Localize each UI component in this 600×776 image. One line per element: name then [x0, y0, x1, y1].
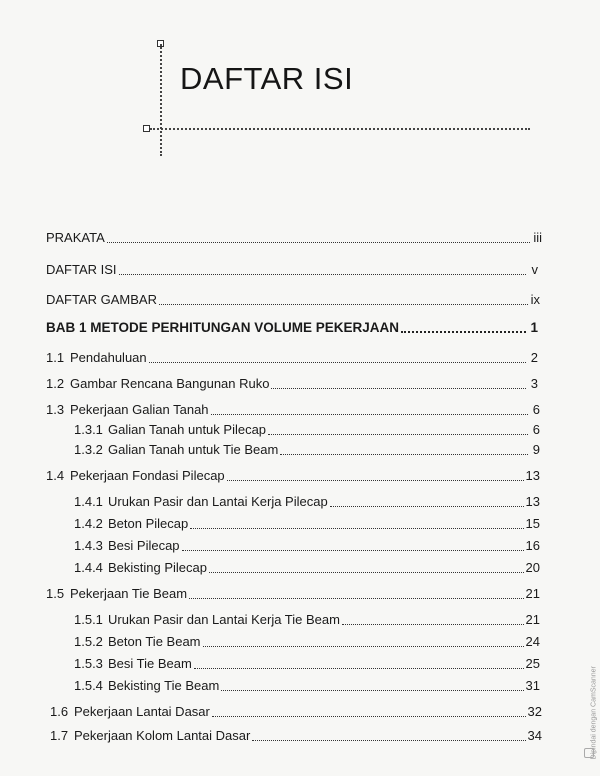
leader-dots — [149, 362, 526, 363]
leader-dots — [189, 598, 523, 599]
section-title: Urukan Pasir dan Lantai Kerja Tie Beam — [108, 612, 340, 627]
toc-chapter-label: BAB 1 METODE PERHITUNGAN VOLUME PEKERJAAN — [46, 320, 400, 335]
toc-entry-daftar-isi[interactable] — [46, 258, 538, 278]
toc-entry-1-4-2[interactable] — [74, 512, 540, 532]
watermark-text: Dipindai dengan CamScanner — [590, 666, 598, 760]
section-title: Bekisting Tie Beam — [108, 678, 220, 693]
toc-entry-1-4-1[interactable] — [74, 490, 540, 510]
section-number: 1.7 — [50, 728, 69, 743]
toc-entry-page: 2 — [530, 350, 538, 365]
section-title: Pekerjaan Kolom Lantai Dasar — [74, 728, 251, 743]
leader-dots — [119, 274, 526, 275]
toc-entry-page: v — [531, 262, 538, 277]
leader-dots — [227, 480, 524, 481]
toc-entry-1-3-1[interactable] — [74, 418, 540, 438]
section-number: 1.3.1 — [74, 422, 103, 437]
leader-dots — [401, 331, 526, 333]
section-number: 1.4.2 — [74, 516, 103, 531]
toc-entry-prakata[interactable] — [46, 226, 542, 246]
leader-dots — [107, 242, 530, 243]
leader-dots — [203, 646, 524, 647]
toc-entry-page: 21 — [525, 612, 540, 627]
toc-entry-page: 6 — [532, 402, 540, 417]
toc-entry-bab1[interactable] — [46, 316, 538, 336]
toc-entry-page: 9 — [532, 442, 540, 457]
section-number: 1.1 — [46, 350, 65, 365]
toc-entry-page: 24 — [525, 634, 540, 649]
toc-entry-page: 13 — [525, 494, 540, 509]
section-number: 1.2 — [46, 376, 65, 391]
camscanner-icon — [584, 748, 594, 758]
section-title: Pekerjaan Tie Beam — [70, 586, 188, 601]
section-title: Besi Pilecap — [108, 538, 180, 553]
header-vertical-rule — [160, 44, 162, 156]
section-number: 1.6 — [50, 704, 69, 719]
section-number: 1.3.2 — [74, 442, 103, 457]
toc-entry-label: DAFTAR ISI — [46, 262, 117, 277]
section-number: 1.3 — [46, 402, 65, 417]
toc-entry-page: 25 — [525, 656, 540, 671]
toc-entry-1-1[interactable] — [46, 346, 538, 366]
section-title: Pendahuluan — [70, 350, 147, 365]
toc-entry-page: 16 — [525, 538, 540, 553]
toc-entry-1-3-2[interactable] — [74, 438, 540, 458]
toc-entry-page: 32 — [527, 704, 542, 719]
leader-dots — [159, 304, 528, 305]
section-number: 1.5.2 — [74, 634, 103, 649]
toc-entry-1-5[interactable] — [46, 582, 540, 602]
section-title: Beton Pilecap — [108, 516, 189, 531]
leader-dots — [252, 740, 525, 741]
toc-entry-page: 3 — [530, 376, 538, 391]
toc-entry-1-4-3[interactable] — [74, 534, 540, 554]
section-number: 1.4.3 — [74, 538, 103, 553]
section-title: Bekisting Pilecap — [108, 560, 207, 575]
leader-dots — [211, 414, 528, 415]
toc-entry-1-5-3[interactable] — [74, 652, 540, 672]
section-number: 1.4.4 — [74, 560, 103, 575]
section-title: Pekerjaan Galian Tanah — [70, 402, 209, 417]
toc-entry-page: 13 — [525, 468, 540, 483]
toc-entry-page: ix — [530, 292, 540, 307]
leader-dots — [271, 388, 526, 389]
toc-entry-page: 15 — [525, 516, 540, 531]
toc-entry-page: 31 — [525, 678, 540, 693]
section-title: Besi Tie Beam — [108, 656, 192, 671]
toc-entry-1-3[interactable] — [46, 398, 540, 418]
leader-dots — [268, 434, 528, 435]
toc-entry-1-4[interactable] — [46, 464, 540, 484]
section-title: Galian Tanah untuk Tie Beam — [108, 442, 279, 457]
leader-dots — [212, 716, 526, 717]
section-number: 1.5.1 — [74, 612, 103, 627]
leader-dots — [280, 454, 528, 455]
toc-entry-daftar-gambar[interactable] — [46, 288, 540, 308]
leader-dots — [182, 550, 524, 551]
leader-dots — [342, 624, 524, 625]
toc-entry-1-5-2[interactable] — [74, 630, 540, 650]
toc-entry-1-5-4[interactable] — [74, 674, 540, 694]
section-number: 1.5.3 — [74, 656, 103, 671]
toc-entry-label: PRAKATA — [46, 230, 105, 245]
section-title: Galian Tanah untuk Pilecap — [108, 422, 267, 437]
toc-entry-1-5-1[interactable] — [74, 608, 540, 628]
toc-entry-page: 1 — [530, 320, 538, 335]
section-title: Pekerjaan Lantai Dasar — [74, 704, 210, 719]
section-title: Beton Tie Beam — [108, 634, 201, 649]
toc-entry-page: 21 — [525, 586, 540, 601]
toc-entry-1-4-4[interactable] — [74, 556, 540, 576]
page-title: DAFTAR ISI — [180, 60, 354, 96]
section-title: Gambar Rencana Bangunan Ruko — [70, 376, 270, 391]
toc-entry-1-2[interactable] — [46, 372, 538, 392]
toc-entry-page: 34 — [527, 728, 542, 743]
leader-dots — [194, 668, 524, 669]
header-marker-left — [143, 125, 150, 132]
leader-dots — [221, 690, 523, 691]
toc-entry-page: 20 — [525, 560, 540, 575]
toc-entry-1-6[interactable] — [50, 700, 542, 720]
leader-dots — [190, 528, 523, 529]
section-number: 1.4.1 — [74, 494, 103, 509]
toc-entry-page: iii — [533, 230, 542, 245]
scanner-watermark — [584, 640, 596, 760]
header-horizontal-rule — [150, 128, 530, 130]
toc-entry-label: DAFTAR GAMBAR — [46, 292, 157, 307]
toc-entry-1-7[interactable] — [50, 724, 542, 744]
toc-entry-page: 6 — [532, 422, 540, 437]
leader-dots — [209, 572, 524, 573]
section-number: 1.5 — [46, 586, 65, 601]
section-title: Pekerjaan Fondasi Pilecap — [70, 468, 225, 483]
leader-dots — [330, 506, 524, 507]
section-number: 1.5.4 — [74, 678, 103, 693]
section-number: 1.4 — [46, 468, 65, 483]
section-title: Urukan Pasir dan Lantai Kerja Pilecap — [108, 494, 328, 509]
